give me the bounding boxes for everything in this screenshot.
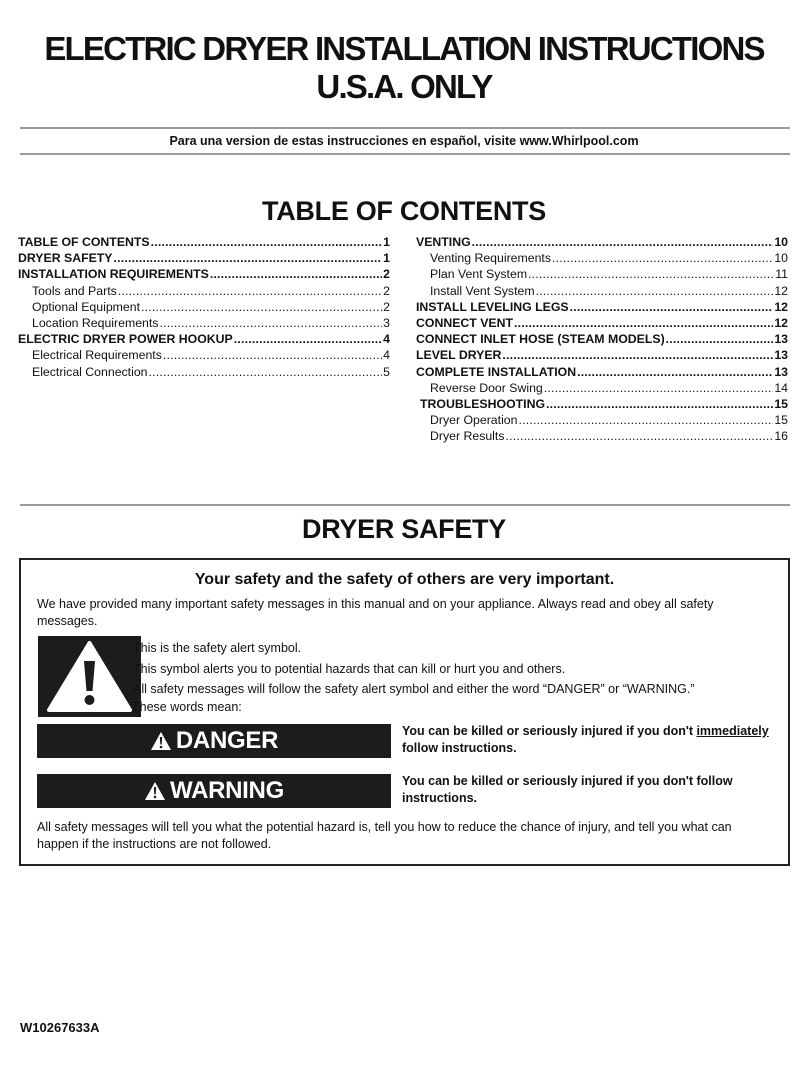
toc-right-column [416, 234, 788, 444]
toc-entry-page: 4 [383, 332, 390, 347]
toc-entry-page: 2 [383, 299, 390, 314]
toc-entry[interactable] [416, 347, 788, 363]
toc-entry[interactable] [18, 364, 390, 380]
toc-dot-leader [502, 347, 773, 363]
title-line-2: U.S.A. ONLY [316, 68, 492, 105]
toc-dot-leader [666, 331, 774, 347]
toc-entry[interactable] [416, 234, 788, 250]
toc-entry-title: Venting Requirements [430, 251, 551, 266]
danger-text-emphasis: immediately [696, 724, 769, 738]
warning-triangle-icon [144, 781, 166, 801]
toc-entry-title: Dryer Operation [430, 413, 518, 428]
toc-dot-leader [141, 299, 382, 315]
toc-entry-page: 10 [774, 251, 788, 266]
alert-line: All safety messages will follow the safety alert symbol and either the word “DANGER” or “WARNING.” [133, 682, 695, 696]
toc-entry-page: 16 [774, 429, 788, 444]
toc-entry-page: 14 [774, 380, 788, 395]
toc-dot-leader [159, 315, 382, 331]
toc-entry[interactable] [416, 283, 788, 299]
toc-entry-title: TROUBLESHOOTING [420, 396, 546, 411]
toc-heading: TABLE OF CONTENTS [262, 196, 546, 226]
title-line-1: ELECTRIC DRYER INSTALLATION INSTRUCTIONS [44, 30, 764, 67]
toc-entry-title: Electrical Requirements [32, 348, 162, 363]
alert-line: This is the safety alert symbol. [133, 641, 302, 655]
toc-entry-title: Dryer Results [430, 429, 505, 444]
toc-entry[interactable] [416, 428, 788, 444]
toc-entry-title: LEVEL DRYER [416, 348, 502, 363]
toc-entry[interactable] [18, 315, 390, 331]
toc-entry-title: INSTALL LEVELING LEGS [416, 299, 569, 314]
toc-dot-leader [234, 331, 382, 347]
toc-dot-leader [163, 347, 382, 363]
toc-entry-page: 13 [774, 332, 788, 347]
toc-entry-page: 15 [774, 413, 788, 428]
toc-entry-page: 12 [774, 283, 788, 298]
toc-dot-leader [570, 299, 774, 315]
alert-line: This symbol alerts you to potential hazards that can kill or hurt you and others. [133, 661, 566, 676]
toc-dot-leader [505, 428, 773, 444]
toc-left-column [18, 234, 390, 380]
toc-entry-title: CONNECT VENT [416, 315, 514, 330]
toc-entry-page: 13 [774, 348, 788, 363]
safety-alert-icon [38, 636, 141, 717]
safety-footer: All safety messages will tell you what the potential hazard is, tell you how to reduce the chance of injury, and tell you what can happen if the instructions are not followed. [37, 820, 732, 851]
toc-entry[interactable] [18, 234, 390, 250]
toc-dot-leader [577, 364, 773, 380]
toc-entry[interactable] [416, 396, 788, 412]
toc-entry-page: 1 [383, 251, 390, 266]
toc-entry[interactable] [18, 299, 390, 315]
toc-entry[interactable] [416, 412, 788, 428]
toc-dot-leader [151, 234, 383, 250]
toc-entry-title: DRYER SAFETY [18, 251, 113, 266]
safety-intro: We have provided many important safety messages in this manual and on your appliance. Always read and obey all safety messages. [37, 597, 714, 628]
warning-label: WARNING [170, 777, 284, 804]
toc-dot-leader [536, 283, 774, 299]
alert-line: These words mean: [132, 699, 242, 714]
toc-entry-page: 2 [383, 283, 390, 298]
toc-dot-leader [472, 234, 774, 250]
top-divider [20, 127, 790, 129]
toc-entry-title: Install Vent System [430, 283, 535, 298]
toc-dot-leader [528, 266, 774, 282]
toc-entry-page: 12 [774, 299, 788, 314]
toc-entry-title: CONNECT INLET HOSE (STEAM MODELS) [416, 332, 665, 347]
toc-entry[interactable] [18, 250, 390, 266]
danger-label: DANGER [175, 727, 279, 754]
danger-text-end: follow instructions. [402, 741, 517, 755]
warning-triangle-icon [150, 731, 172, 751]
toc-entry[interactable] [18, 331, 390, 347]
toc-dot-leader [118, 283, 382, 299]
document-title [0, 30, 808, 106]
toc-entry[interactable] [416, 380, 788, 396]
danger-text-start: You can be killed or seriously injured if you don't [402, 724, 697, 738]
toc-entry-title: Plan Vent System [430, 267, 528, 282]
danger-text [402, 723, 777, 757]
safety-box-heading: Your safety and the safety of others are very important. [194, 571, 615, 588]
toc-entry[interactable] [18, 266, 390, 282]
toc-entry[interactable] [18, 283, 390, 299]
toc-entry-title: Optional Equipment [32, 299, 141, 314]
toc-entry[interactable] [416, 266, 788, 282]
toc-entry-page: 4 [383, 348, 390, 363]
section-divider [20, 504, 790, 506]
toc-entry-page: 5 [383, 364, 390, 379]
warning-banner [37, 774, 391, 808]
toc-entry-page: 13 [774, 364, 788, 379]
toc-entry-title: VENTING [416, 235, 471, 249]
warning-text: You can be killed or seriously injured if you don't follow instructions. [402, 774, 733, 805]
toc-entry-title: ELECTRIC DRYER POWER HOOKUP [18, 332, 233, 347]
toc-entry-title: COMPLETE INSTALLATION [416, 364, 577, 379]
safety-box [19, 558, 790, 866]
toc-entry[interactable] [416, 315, 788, 331]
toc-dot-leader [546, 396, 773, 412]
toc-entry-title: Tools and Parts [32, 283, 117, 298]
safety-heading: DRYER SAFETY [302, 514, 506, 544]
toc-entry-page: 11 [775, 267, 788, 282]
toc-entry[interactable] [416, 250, 788, 266]
toc-entry-title: INSTALLATION REQUIREMENTS [18, 267, 209, 282]
toc-entry-page: 2 [383, 267, 390, 282]
toc-dot-leader [544, 380, 774, 396]
safety-alert-explanation [133, 638, 773, 720]
toc-dot-leader [552, 250, 773, 266]
toc-entry[interactable] [18, 347, 390, 363]
toc-entry[interactable] [416, 364, 788, 380]
spanish-version-note: Para una version de estas instrucciones en español, visite www.Whirlpool.com [169, 134, 639, 148]
toc-entry[interactable] [416, 331, 788, 347]
danger-banner [37, 724, 391, 758]
toc-dot-leader [518, 412, 773, 428]
toc-entry-page: 3 [383, 315, 390, 330]
toc-entry-page: 1 [383, 235, 390, 249]
document-number: W10267633A [20, 1020, 100, 1035]
toc-entry-page: 10 [774, 235, 788, 249]
toc-dot-leader [114, 250, 383, 266]
toc-entry-page: 15 [774, 396, 788, 411]
toc-entry-page: 12 [774, 315, 788, 330]
spanish-divider [20, 153, 790, 155]
toc-entry-title: Electrical Connection [32, 364, 148, 379]
toc-dot-leader [210, 266, 382, 282]
toc-entry-title: Reverse Door Swing [430, 380, 543, 395]
toc-entry-title: TABLE OF CONTENTS [18, 235, 150, 249]
toc-dot-leader [149, 364, 383, 380]
toc-dot-leader [514, 315, 773, 331]
toc-entry[interactable] [416, 299, 788, 315]
toc-entry-title: Location Requirements [32, 315, 159, 330]
